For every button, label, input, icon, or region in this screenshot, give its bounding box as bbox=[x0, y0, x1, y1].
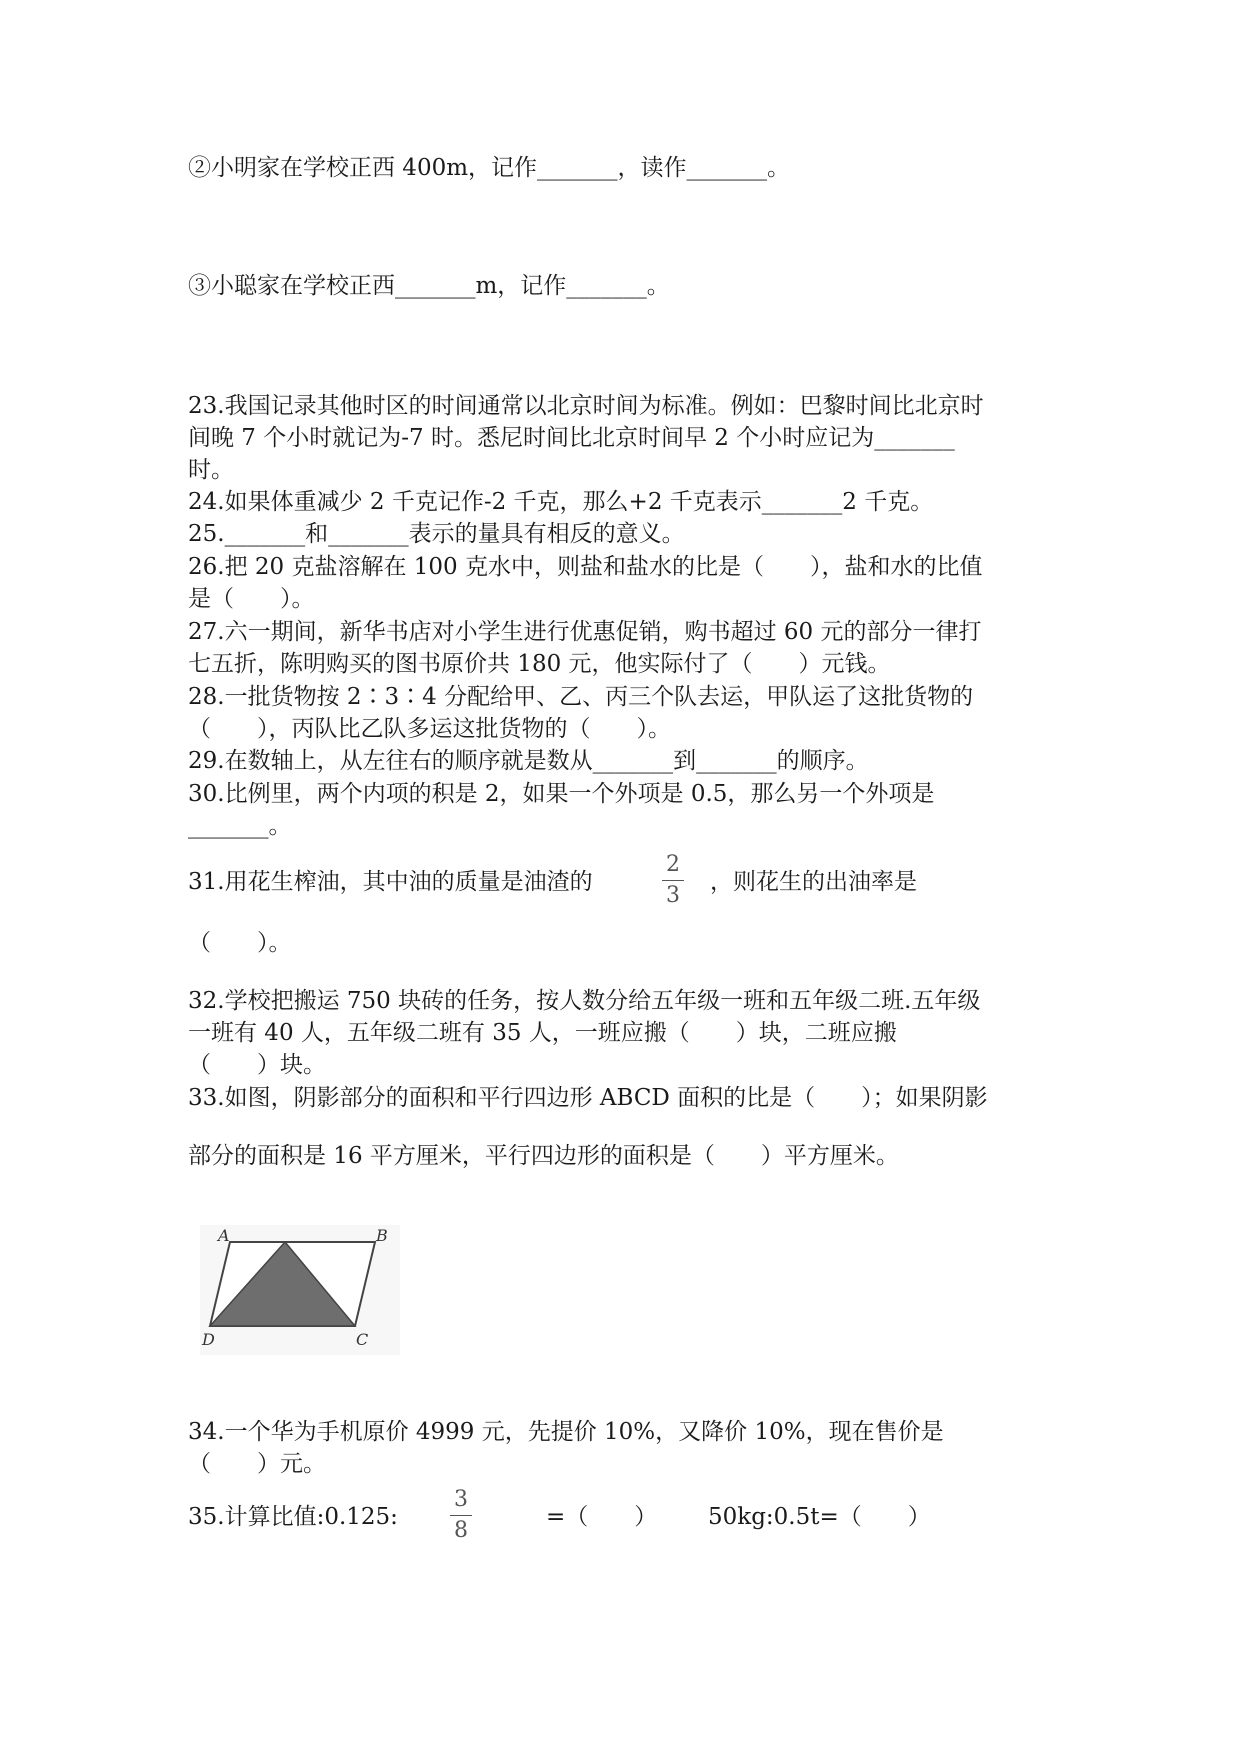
fraction-numerator: 2 bbox=[666, 852, 680, 877]
fraction-bar bbox=[662, 880, 684, 881]
question-28: 28.一批货物按 2∶3∶4 分配给甲、乙、丙三个队去运，甲队运了这批货物的 bbox=[188, 684, 974, 710]
text-line: 七五折，陈明购买的图书原价共 180 元，他实际付了（ ）元钱。 bbox=[188, 651, 891, 677]
fraction-denominator: 3 bbox=[666, 883, 680, 908]
fraction bbox=[658, 852, 688, 909]
text-line: ③小聪家在学校正西_______m，记作_______。 bbox=[188, 273, 670, 299]
text-line: 间晚 7 个小时就记为-7 时。悉尼时间比北京时间早 2 个小时应记为_______ bbox=[188, 425, 955, 451]
text-line: 是（ ）。 bbox=[188, 586, 315, 612]
text-line: ，则花生的出油率是 bbox=[710, 869, 917, 895]
question-35: 35.计算比值:0.125: bbox=[188, 1504, 398, 1530]
question-23: 23.我国记录其他时区的时间通常以北京时间为标准。例如：巴黎时间比北京时 bbox=[188, 393, 984, 419]
text-line: 部分的面积是 16 平方厘米，平行四边形的面积是（ ）平方厘米。 bbox=[188, 1143, 899, 1169]
label-a: A bbox=[218, 1226, 230, 1245]
text-line: _______。 bbox=[188, 813, 292, 839]
text-line: 50kg:0.5t=（ ） bbox=[708, 1504, 931, 1530]
question-33: 33.如图，阴影部分的面积和平行四边形 ABCD 面积的比是（ ）；如果阴影 bbox=[188, 1085, 988, 1111]
text-line: （ ）元。 bbox=[188, 1451, 326, 1477]
question-26: 26.把 20 克盐溶解在 100 克水中，则盐和盐水的比是（ ），盐和水的比值 bbox=[188, 554, 983, 580]
text-line: （ ），丙队比乙队多运这批货物的（ ）。 bbox=[188, 716, 671, 742]
text-line: =（ ） bbox=[546, 1504, 658, 1530]
text-line: ②小明家在学校正西 400m，记作_______，读作_______。 bbox=[188, 155, 791, 181]
text-line: （ ）。 bbox=[188, 930, 292, 956]
question-27: 27.六一期间，新华书店对小学生进行优惠促销，购书超过 60 元的部分一律打 bbox=[188, 619, 982, 645]
text-line: 一班有 40 人，五年级二班有 35 人，一班应搬（ ）块，二班应搬 bbox=[188, 1020, 897, 1046]
question-32: 32.学校把搬运 750 块砖的任务，按人数分给五年级一班和五年级二班.五年级 bbox=[188, 988, 981, 1014]
fraction-numerator: 3 bbox=[454, 1487, 468, 1512]
text-line: （ ）块。 bbox=[188, 1052, 326, 1078]
fraction bbox=[446, 1487, 476, 1544]
label-c: C bbox=[356, 1330, 369, 1349]
question-25: 25._______和_______表示的量具有相反的意义。 bbox=[188, 521, 685, 547]
fraction-denominator: 8 bbox=[454, 1518, 468, 1543]
label-d: D bbox=[202, 1330, 215, 1349]
fraction-bar bbox=[450, 1515, 472, 1516]
question-24: 24.如果体重减少 2 千克记作-2 千克，那么+2 千克表示_______2 千克。 bbox=[188, 489, 934, 515]
question-29: 29.在数轴上，从左往右的顺序就是数从_______到_______的顺序。 bbox=[188, 748, 869, 774]
question-30: 30.比例里，两个内项的积是 2，如果一个外项是 0.5，那么另一个外项是 bbox=[188, 781, 935, 807]
question-31: 31.用花生榨油，其中油的质量是油渣的 bbox=[188, 869, 593, 895]
parallelogram-figure bbox=[200, 1225, 400, 1355]
text-line: 时。 bbox=[188, 457, 234, 483]
label-b: B bbox=[376, 1226, 388, 1245]
question-34: 34.一个华为手机原价 4999 元，先提价 10%，又降价 10%，现在售价是 bbox=[188, 1419, 944, 1445]
